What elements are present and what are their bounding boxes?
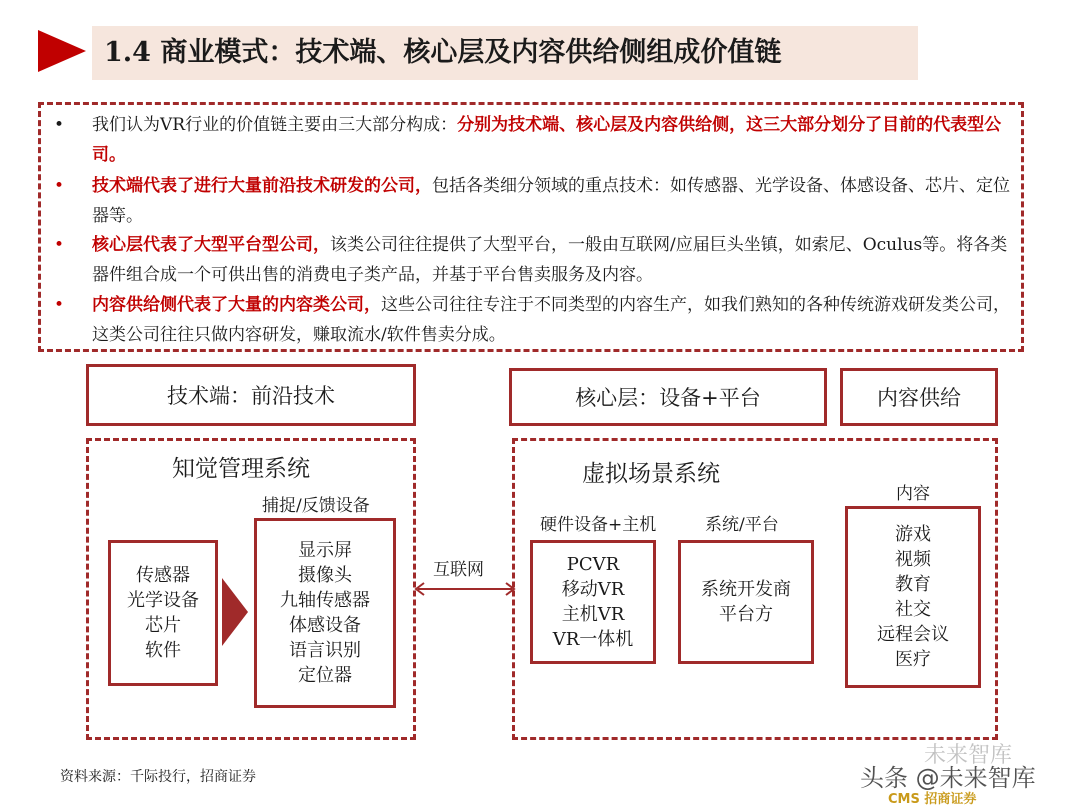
list-item: 光学设备 [127, 590, 199, 611]
list-item: 体感设备 [289, 615, 361, 636]
list-item: 教育 [895, 574, 931, 595]
internet-label: 互联网 [433, 560, 484, 580]
list-item: 系统开发商 [701, 579, 791, 600]
perception-system-title: 知觉管理系统 [172, 456, 310, 482]
sensor-list-box [108, 540, 218, 686]
bullet-dot: • [54, 235, 65, 255]
list-item: 主机VR [561, 604, 625, 625]
list-item: 九轴传感器 [280, 590, 370, 611]
list-item: 传感器 [136, 565, 190, 586]
bullet-text [92, 290, 1022, 350]
list-item: 移动VR [561, 579, 625, 600]
bullet-plain: 我们认为VR行业的价值链主要由三大部分构成： [92, 115, 458, 135]
content-list-box [845, 506, 981, 688]
bullet-rest: 包括各类细分领域的重点技术：如传感器、光学设备、体感设备、芯片、定位器等。 [92, 176, 1010, 226]
list-item: 远程会议 [877, 624, 949, 645]
bullet-emphasis: 分别为技术端、核心层及内容供给侧，这三大部分划分了目前的代表型公司。 [92, 115, 1002, 165]
list-item: 游戏 [895, 524, 931, 545]
bullet-text [92, 230, 1022, 290]
watermark-ghost: 未来智库 [924, 743, 1013, 768]
list-item: 显示屏 [298, 540, 352, 561]
list-item: 医疗 [895, 649, 931, 670]
list-item: 定位器 [298, 665, 352, 686]
list-item: 软件 [145, 640, 181, 661]
list-item: 语言识别 [289, 640, 361, 661]
list-item: PCVR [566, 554, 620, 575]
source-note: 资料来源：千际投行，招商证券 [60, 769, 256, 785]
virtual-scene-system-title: 虚拟场景系统 [582, 461, 720, 487]
bullet-dot: • [54, 176, 65, 196]
title-arrow-icon [38, 30, 86, 72]
bullet-emphasis: 内容供给侧代表了大量的内容类公司， [92, 295, 381, 315]
list-item: 社交 [895, 599, 931, 620]
platform-list-box [678, 540, 814, 664]
list-item: VR一体机 [552, 629, 634, 650]
bullet-text [92, 110, 1022, 170]
content-label: 内容 [896, 484, 930, 504]
watermark: 头条 @未来智库 [860, 764, 1036, 792]
page-title: 1.4 商业模式：技术端、核心层及内容供给侧组成价值链 [104, 37, 782, 68]
bullet-text [92, 171, 1022, 231]
bullet-rest: 这些公司往往专注于不同类型的内容生产，如我们熟知的各种传统游戏研发类公司，这类公司往往只做内容研发，赚取流水/软件售卖分成。 [92, 295, 1010, 345]
list-item: 平台方 [719, 604, 773, 625]
bullet-dot: • [54, 295, 65, 315]
core-header-box: 核心层：设备+平台 [509, 368, 827, 426]
bidirectional-arrow-icon [412, 580, 518, 598]
capture-device-label: 捕捉/反馈设备 [262, 496, 370, 516]
bullet-emphasis: 核心层代表了大型平台型公司， [92, 235, 330, 255]
content-header-box: 内容供给 [840, 368, 998, 426]
bullet-rest: 该类公司往往提供了大型平台，一般由互联网/应届巨头坐镇，如索尼、Oculus等。将各类器件组合成一个可供出售的消费电子类产品，并基于平台售卖服务及内容。 [92, 235, 1008, 285]
list-item: 摄像头 [298, 565, 352, 586]
flow-arrow-icon [222, 578, 248, 646]
list-item: 芯片 [145, 615, 181, 636]
bullet-emphasis: 技术端代表了进行大量前沿技术研发的公司， [92, 176, 432, 196]
capture-device-list-box [254, 518, 396, 708]
list-item: 视频 [895, 549, 931, 570]
cms-logo: CMS 招商证券 [888, 792, 977, 807]
hardware-label: 硬件设备+主机 [540, 515, 657, 535]
bullet-dot: • [54, 115, 65, 135]
tech-header-box: 技术端：前沿技术 [86, 364, 416, 426]
hardware-list-box [530, 540, 656, 664]
platform-label: 系统/平台 [705, 515, 779, 535]
